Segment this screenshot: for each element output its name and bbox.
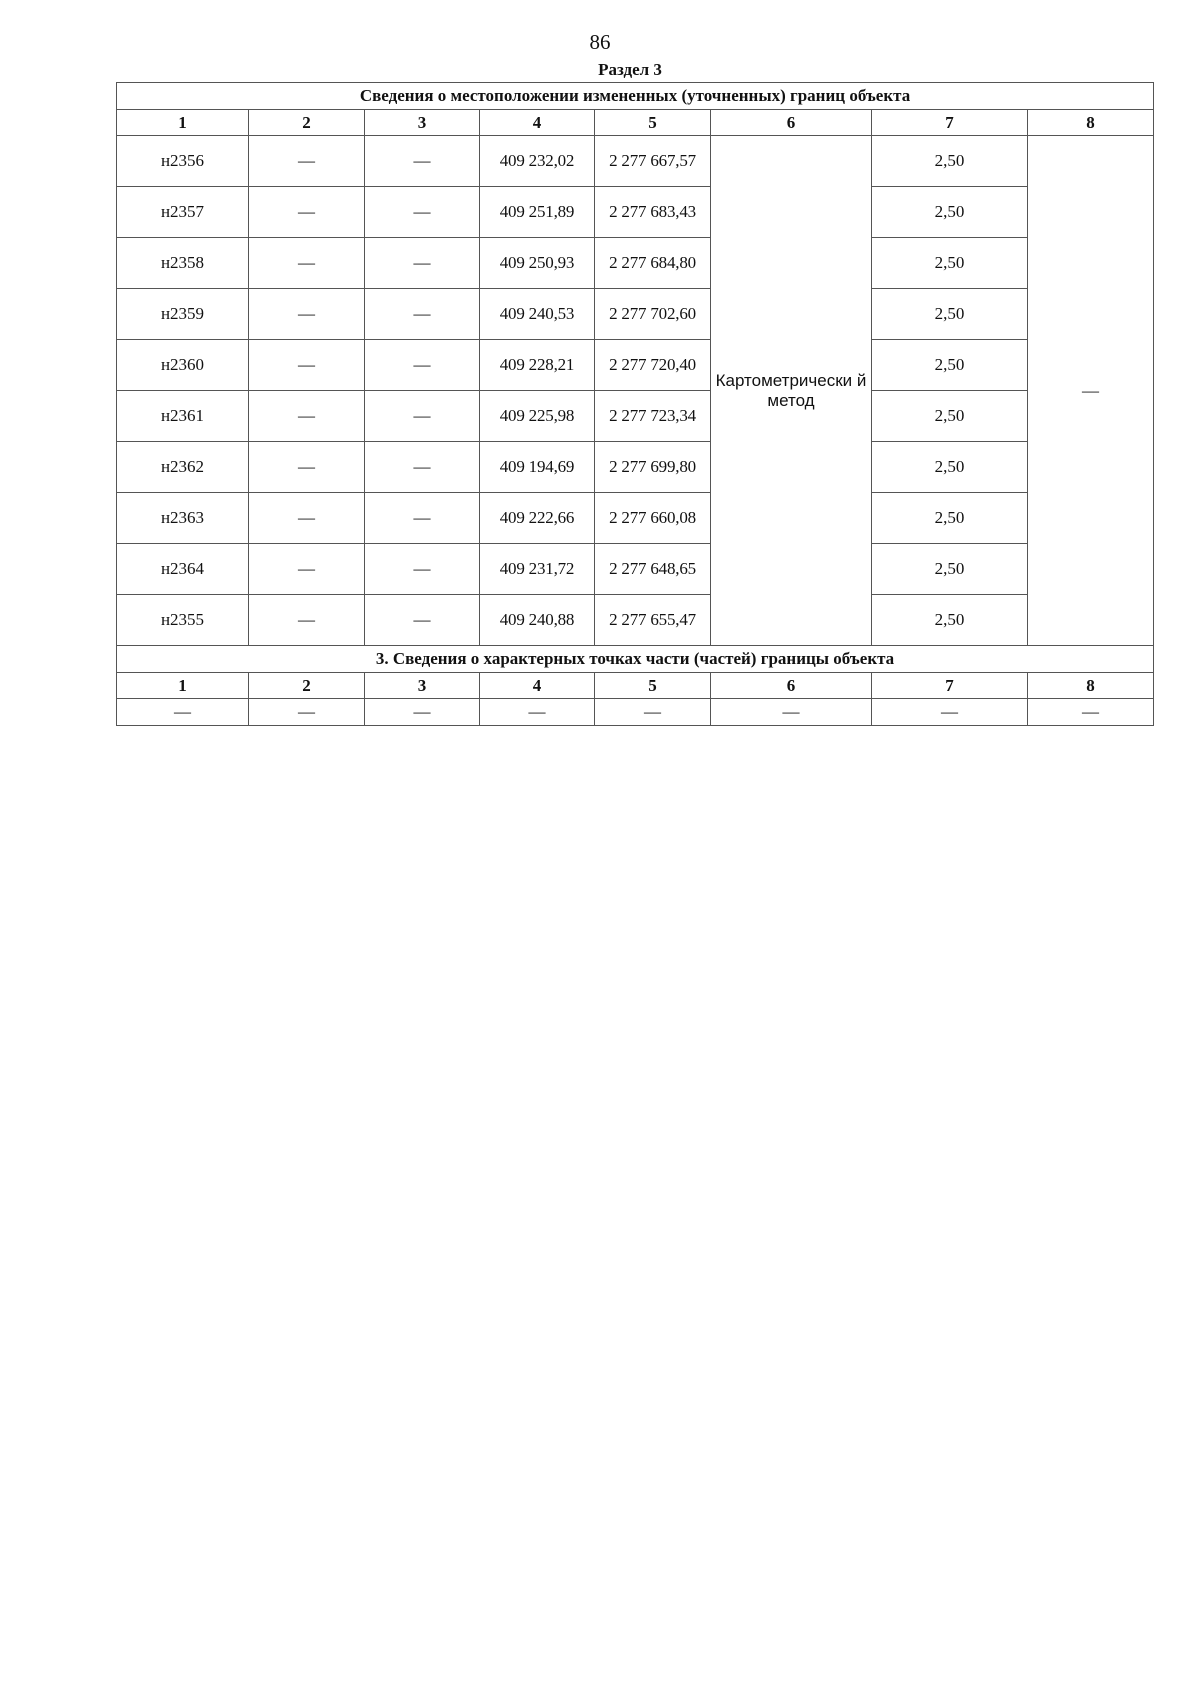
dash-cell: — (365, 238, 480, 289)
accuracy-cell: 2,50 (872, 391, 1028, 442)
column-header-row (117, 110, 1154, 136)
dash-cell: — (249, 340, 365, 391)
column-header: 6 (711, 110, 872, 136)
column-header: 2 (249, 110, 365, 136)
table-row (117, 340, 1154, 391)
point-id-cell: н2363 (117, 493, 249, 544)
dash-cell: — (1028, 699, 1154, 726)
y-coordinate-cell: 2 277 648,65 (595, 544, 711, 595)
dash-cell: — (365, 391, 480, 442)
x-coordinate-cell: 409 225,98 (480, 391, 595, 442)
table-row (117, 391, 1154, 442)
table-row (117, 442, 1154, 493)
point-id-cell: н2357 (117, 187, 249, 238)
dash-cell: — (365, 595, 480, 646)
part-caption: 3. Сведения о характерных точках части (частей) границы объекта (117, 646, 1154, 673)
x-coordinate-cell: 409 232,02 (480, 136, 595, 187)
point-id-cell: н2358 (117, 238, 249, 289)
point-id-cell: н2359 (117, 289, 249, 340)
y-coordinate-cell: 2 277 667,57 (595, 136, 711, 187)
column-header: 3 (365, 110, 480, 136)
accuracy-cell: 2,50 (872, 238, 1028, 289)
point-id-cell: н2355 (117, 595, 249, 646)
dash-cell: — (365, 699, 480, 726)
method-cell: Картометрически й метод (711, 136, 872, 646)
table-caption-row (117, 83, 1154, 110)
dash-cell: — (365, 442, 480, 493)
column-header: 3 (365, 673, 480, 699)
x-coordinate-cell: 409 228,21 (480, 340, 595, 391)
column-header: 7 (872, 673, 1028, 699)
table-row (117, 289, 1154, 340)
dash-cell: — (249, 493, 365, 544)
accuracy-cell: 2,50 (872, 340, 1028, 391)
column-header: 7 (872, 110, 1028, 136)
dash-cell: — (365, 340, 480, 391)
point-id-cell: н2360 (117, 340, 249, 391)
dash-cell: — (872, 699, 1028, 726)
x-coordinate-cell: 409 231,72 (480, 544, 595, 595)
accuracy-cell: 2,50 (872, 187, 1028, 238)
point-id-cell: н2361 (117, 391, 249, 442)
table-row (117, 493, 1154, 544)
part-caption-row (117, 646, 1154, 673)
table-row (117, 136, 1154, 187)
part-table-row (117, 699, 1154, 726)
dash-cell: — (365, 136, 480, 187)
accuracy-cell: 2,50 (872, 544, 1028, 595)
dash-cell: — (249, 289, 365, 340)
dash-cell: — (365, 493, 480, 544)
dash-cell: — (249, 187, 365, 238)
part-column-header-row (117, 673, 1154, 699)
x-coordinate-cell: 409 250,93 (480, 238, 595, 289)
section-title: Раздел 3 (598, 60, 662, 79)
accuracy-cell: 2,50 (872, 442, 1028, 493)
column-header: 6 (711, 673, 872, 699)
dash-cell: — (249, 699, 365, 726)
dash-cell: — (365, 544, 480, 595)
column-header: 8 (1028, 110, 1154, 136)
column-header: 1 (117, 110, 249, 136)
dash-cell: — (711, 699, 872, 726)
table-row (117, 238, 1154, 289)
dash-cell: — (249, 391, 365, 442)
y-coordinate-cell: 2 277 723,34 (595, 391, 711, 442)
column-header: 5 (595, 110, 711, 136)
dash-cell: — (249, 595, 365, 646)
column-header: 8 (1028, 673, 1154, 699)
column-header: 5 (595, 673, 711, 699)
y-coordinate-cell: 2 277 684,80 (595, 238, 711, 289)
point-id-cell: н2356 (117, 136, 249, 187)
dash-cell: — (480, 699, 595, 726)
y-coordinate-cell: 2 277 702,60 (595, 289, 711, 340)
page-number: 86 (589, 30, 611, 54)
accuracy-cell: 2,50 (872, 289, 1028, 340)
x-coordinate-cell: 409 222,66 (480, 493, 595, 544)
table-row (117, 187, 1154, 238)
x-coordinate-cell: 409 240,88 (480, 595, 595, 646)
y-coordinate-cell: 2 277 660,08 (595, 493, 711, 544)
dash-cell: — (595, 699, 711, 726)
y-coordinate-cell: 2 277 683,43 (595, 187, 711, 238)
point-id-cell: н2364 (117, 544, 249, 595)
dash-cell: — (249, 442, 365, 493)
dash-cell: — (365, 187, 480, 238)
column8-cell: — (1028, 136, 1154, 646)
y-coordinate-cell: 2 277 655,47 (595, 595, 711, 646)
table-caption: Сведения о местоположении измененных (уточненных) границ объекта (117, 83, 1154, 110)
y-coordinate-cell: 2 277 699,80 (595, 442, 711, 493)
x-coordinate-cell: 409 251,89 (480, 187, 595, 238)
column-header: 2 (249, 673, 365, 699)
dash-cell: — (117, 699, 249, 726)
table-row (117, 544, 1154, 595)
column-header: 4 (480, 110, 595, 136)
dash-cell: — (249, 136, 365, 187)
table-row (117, 595, 1154, 646)
x-coordinate-cell: 409 240,53 (480, 289, 595, 340)
accuracy-cell: 2,50 (872, 595, 1028, 646)
dash-cell: — (249, 544, 365, 595)
accuracy-cell: 2,50 (872, 136, 1028, 187)
y-coordinate-cell: 2 277 720,40 (595, 340, 711, 391)
dash-cell: — (365, 289, 480, 340)
x-coordinate-cell: 409 194,69 (480, 442, 595, 493)
dash-cell: — (249, 238, 365, 289)
column-header: 4 (480, 673, 595, 699)
boundary-table (116, 82, 1154, 726)
point-id-cell: н2362 (117, 442, 249, 493)
accuracy-cell: 2,50 (872, 493, 1028, 544)
column-header: 1 (117, 673, 249, 699)
